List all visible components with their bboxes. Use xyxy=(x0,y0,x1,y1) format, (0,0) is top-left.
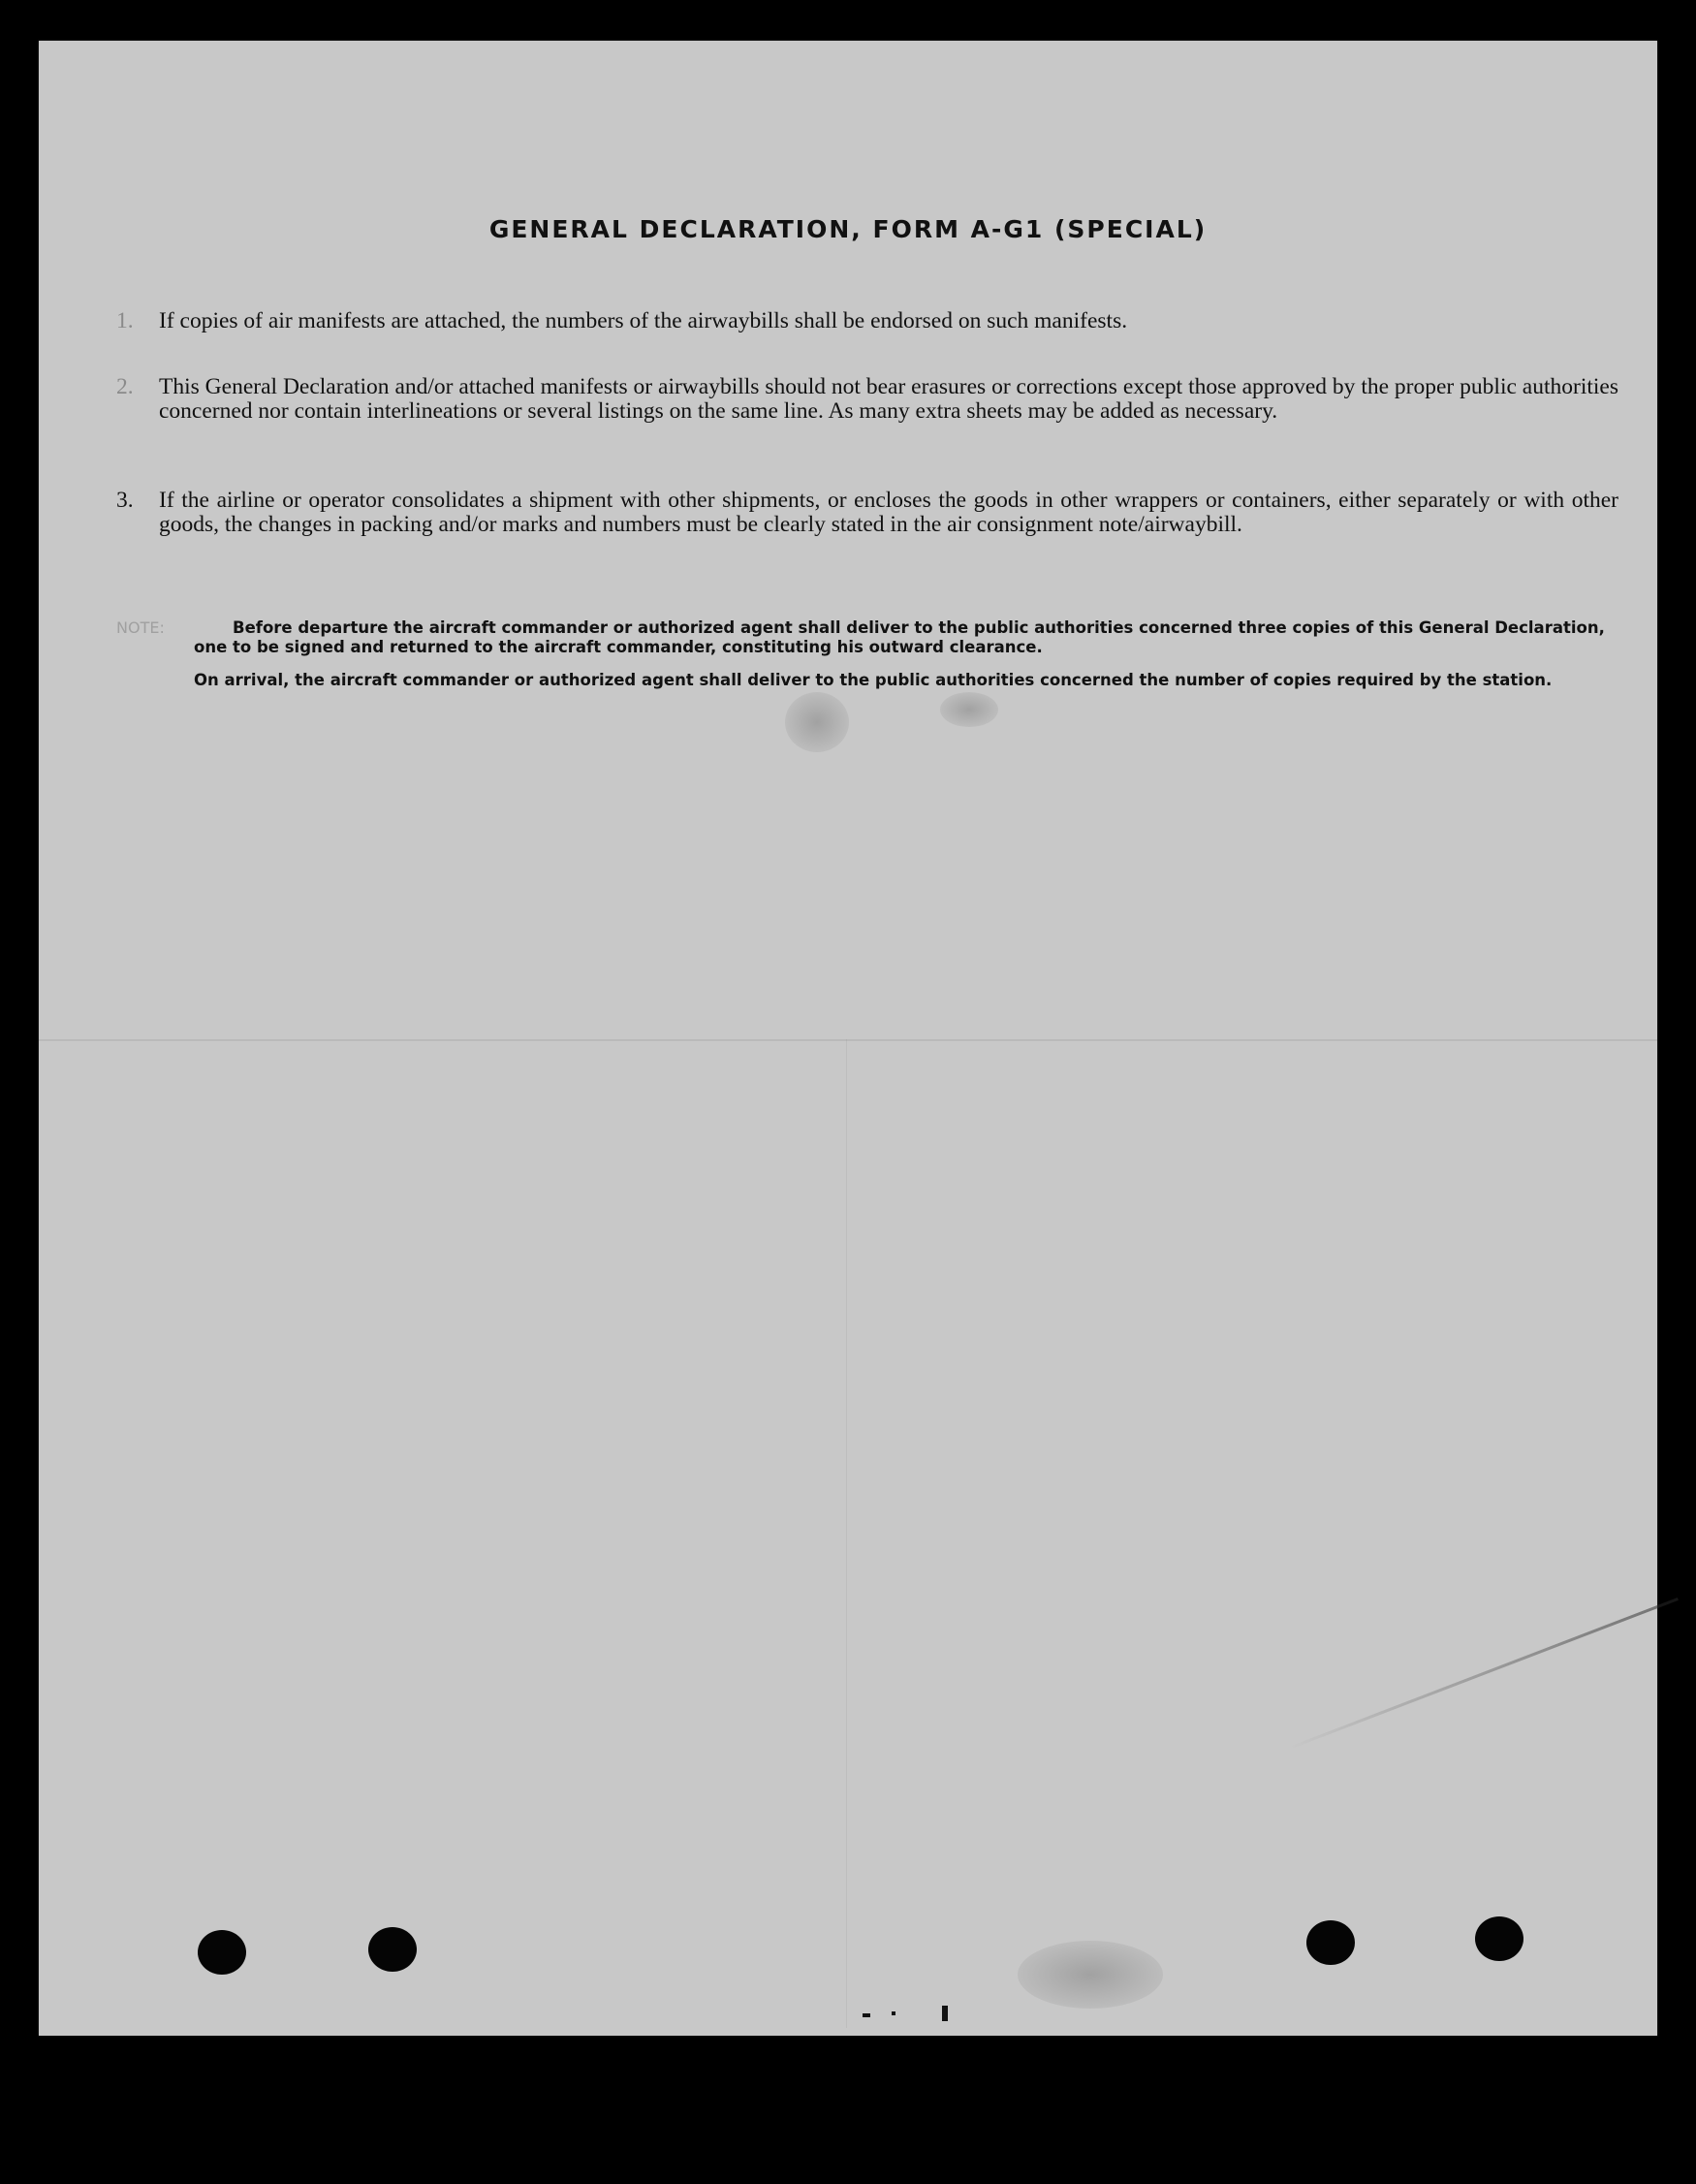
punch-hole xyxy=(1475,1916,1523,1961)
punch-hole xyxy=(1306,1920,1355,1965)
item-number: 3. xyxy=(116,488,134,513)
stray-ink-mark xyxy=(863,2006,950,2025)
ink-smudge xyxy=(940,692,998,727)
fold-line-horizontal xyxy=(39,1039,1657,1041)
item-number: 1. xyxy=(116,308,134,333)
ink-smudge xyxy=(785,692,849,752)
punch-hole xyxy=(198,1930,246,1975)
punch-hole xyxy=(368,1927,417,1972)
item-text: If copies of air manifests are attached, the numbers of the airwaybills shall be endorsed on such manifests. xyxy=(159,308,1128,333)
instruction-item-1 xyxy=(116,309,1618,333)
document-page xyxy=(39,41,1657,2036)
form-title: GENERAL DECLARATION, FORM A-G1 (SPECIAL) xyxy=(488,215,1208,243)
ink-smudge xyxy=(1018,1941,1163,2009)
item-text: If the airline or operator consolidates a shipment with other shipments, or encloses the goods in other wrappers or containers, either separately or with other goods, the changes in packing and/or marks and numbers must be clearly stated in the air consignment note/airwaybill. xyxy=(159,488,1618,537)
instruction-item-3 xyxy=(116,489,1618,537)
item-number: 2. xyxy=(116,374,134,399)
instruction-item-2 xyxy=(116,375,1618,424)
fold-line-vertical xyxy=(846,1039,847,2028)
note-paragraph-arrival: On arrival, the aircraft commander or authorized agent shall deliver to the public authorities concerned the number of copies required by the station. xyxy=(194,671,1553,689)
item-text: This General Declaration and/or attached manifests or airwaybills should not bear erasures or corrections except those approved by the proper public authorities concerned nor contain interlineations or several listings on the same line. As many extra sheets may be added as necessary. xyxy=(159,374,1618,424)
note-label: NOTE: xyxy=(116,618,165,637)
ink-streak xyxy=(1288,1598,1679,1750)
note-paragraph-departure: Before departure the aircraft commander or authorized agent shall deliver to the public authorities concerned three copies of this General Declaration, one to be signed and returned to the aircraft commander, constituting his outward clearance. xyxy=(194,618,1605,656)
